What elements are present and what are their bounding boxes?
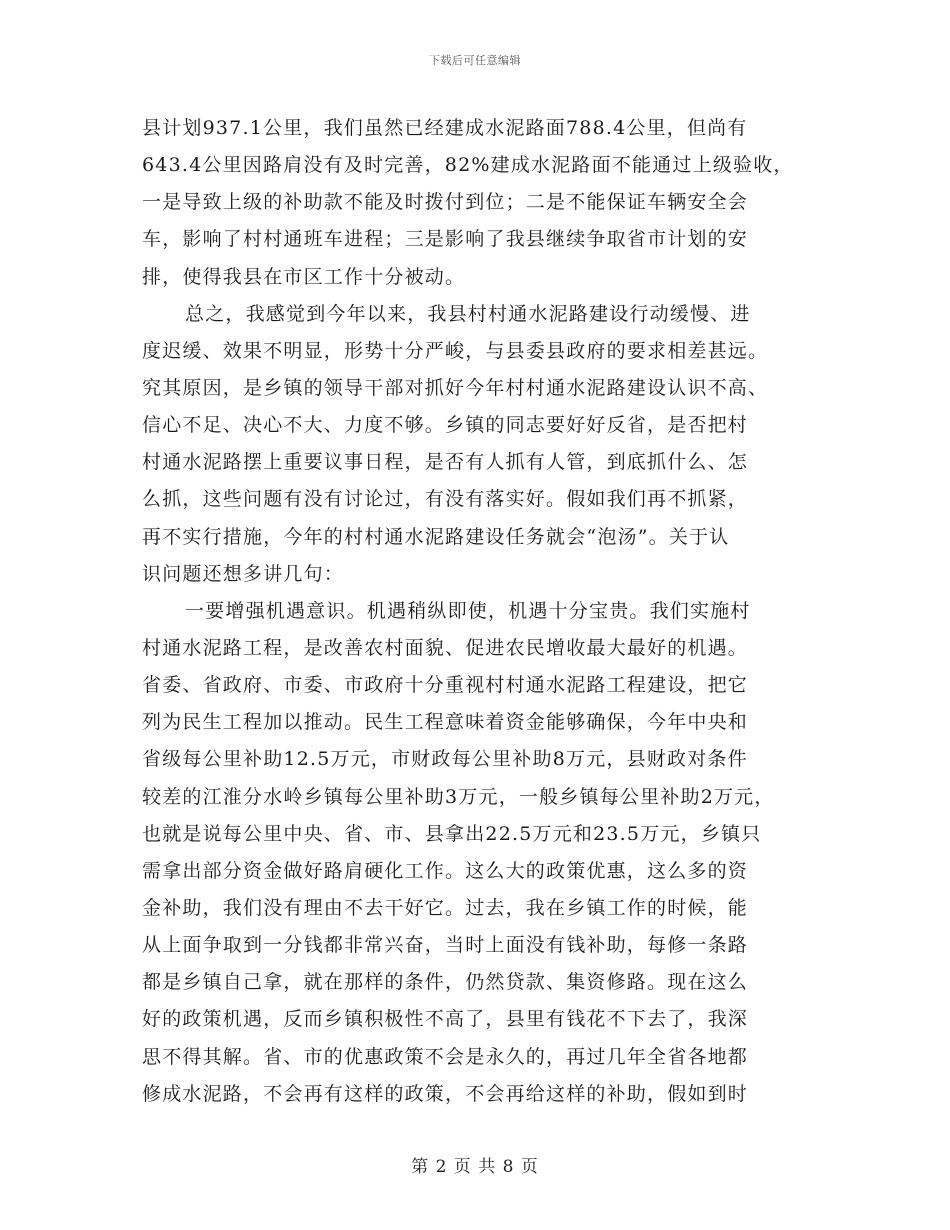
text-line: 好的政策机遇，反而乡镇积极性不高了，县里有钱花不下去了，我深: [142, 1008, 749, 1031]
text-line: 村通水泥路工程，是改善农村面貌、促进农民增收最大最好的机遇。: [142, 636, 749, 659]
paragraph-start-line: 一要增强机遇意识。机遇稍纵即使，机遇十分宝贵。我们实施村: [185, 599, 751, 622]
text-line: 一是导致上级的补助款不能及时拨付到位；二是不能保证车辆安全会: [142, 191, 749, 214]
text-line: 金补助，我们没有理由不去干好它。过去，我在乡镇工作的时候，能: [142, 896, 749, 919]
text-line: 也就是说每公里中央、省、市、县拿出22.5万元和23.5万元，乡镇只: [142, 822, 762, 845]
document-body: [142, 110, 842, 1113]
text-line: 排，使得我县在市区工作十分被动。: [142, 265, 466, 288]
text-line: 省委、省政府、市委、市政府十分重视村村通水泥路工程建设，把它: [142, 674, 749, 697]
text-line: 识问题还想多讲几句：: [142, 562, 345, 585]
paragraph-start-line: 总之，我感觉到今年以来，我县村村通水泥路建设行动缓慢、进: [185, 302, 751, 325]
page-number-footer: 第 2 页 共 8 页: [411, 1157, 539, 1177]
text-line: 么抓，这些问题有没有讨论过，有没有落实好。假如我们再不抓紧，: [142, 488, 749, 511]
text-line: 都是乡镇自己拿，就在那样的条件，仍然贷款、集资修路。现在这么: [142, 971, 749, 994]
text-line: 省级每公里补助12.5万元，市财政每公里补助8万元，县财政对条件: [142, 748, 748, 771]
text-line: 思不得其解。省、市的优惠政策不会是永久的，再过几年全省各地都: [142, 1045, 749, 1068]
text-line: 修成水泥路，不会再有这样的政策，不会再给这样的补助，假如到时: [142, 1082, 749, 1105]
text-line: 列为民生工程加以推动。民生工程意味着资金能够确保，今年中央和: [142, 711, 749, 734]
text-line: 县计划937.1公里，我们虽然已经建成水泥路面788.4公里，但尚有: [142, 117, 748, 139]
page-header: 下载后可任意编辑: [429, 54, 521, 67]
text-line: 村通水泥路摆上重要议事日程，是否有人抓有人管，到底抓什么、怎: [142, 451, 749, 474]
text-line: 需拿出部分资金做好路肩硬化工作。这么大的政策优惠，这么多的资: [142, 859, 749, 882]
text-line: 究其原因，是乡镇的领导干部对抓好今年村村通水泥路建设认识不高、: [142, 376, 769, 399]
text-line: 车，影响了村村通班车进程；三是影响了我县继续争取省市计划的安: [142, 228, 749, 251]
text-line: 较差的江淮分水岭乡镇每公里补助3万元，一般乡镇每公里补助2万元，: [142, 785, 775, 808]
text-line: 从上面争取到一分钱都非常兴奋，当时上面没有钱补助，每修一条路: [142, 934, 749, 957]
text-line: 643.4公里因路肩没有及时完善，82%建成水泥路面不能通过上级验收，: [142, 154, 794, 177]
text-line: 再不实行措施，今年的村村通水泥路建设任务就会“泡汤”。关于认: [142, 525, 730, 548]
text-line: 信心不足、决心不大、力度不够。乡镇的同志要好好反省，是否把村: [142, 414, 749, 437]
text-line: 度迟缓、效果不明显，形势十分严峻，与县委县政府的要求相差甚远。: [142, 339, 769, 362]
